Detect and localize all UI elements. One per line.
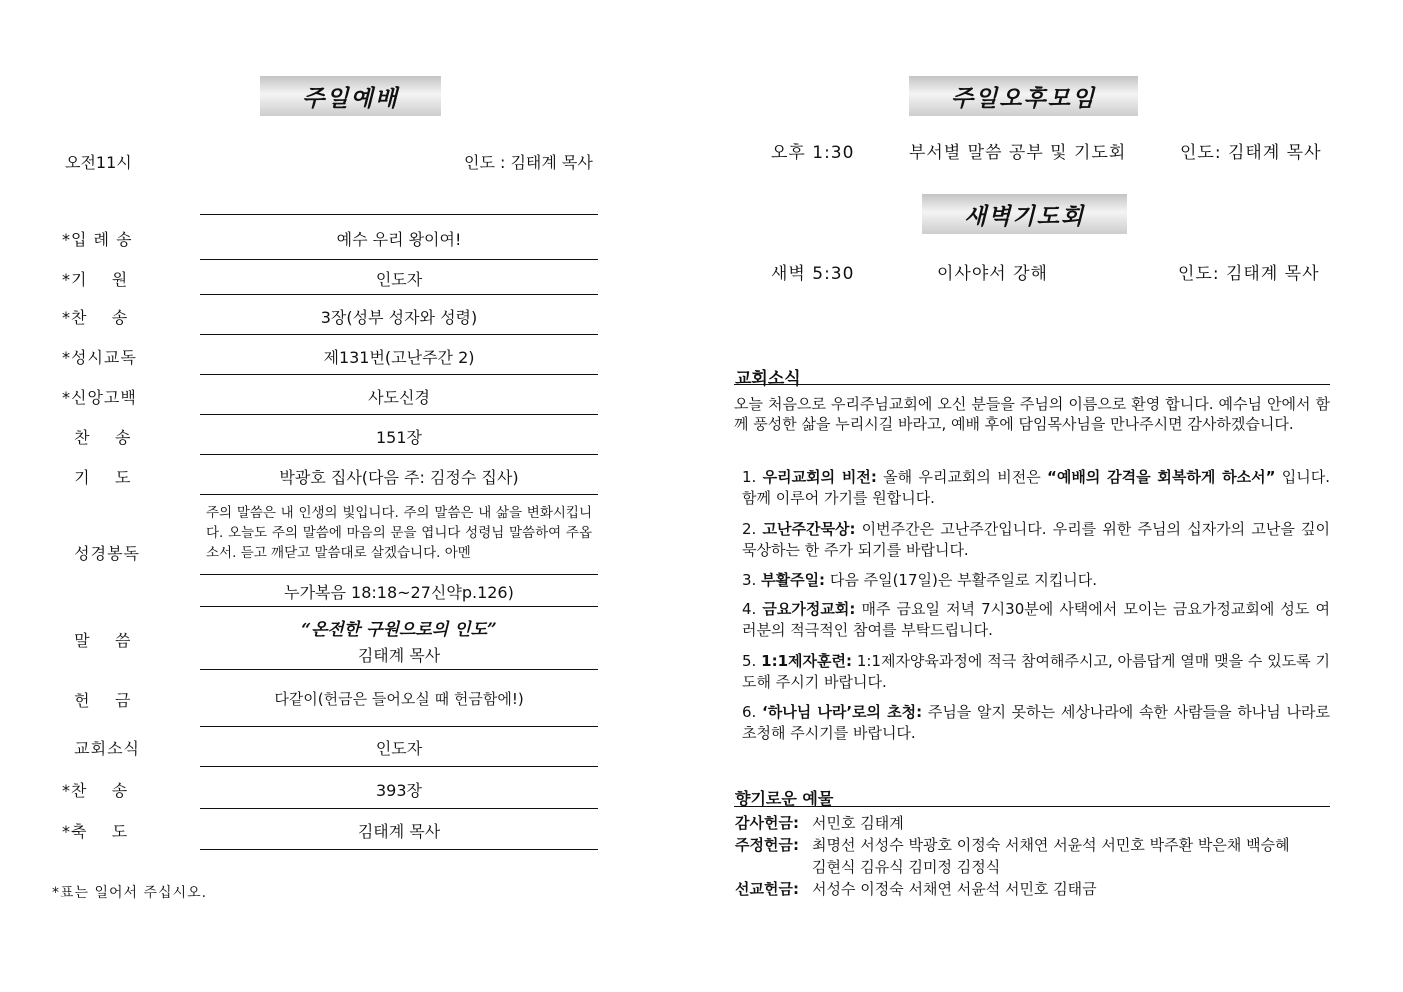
news-item-text: 매주 금요일 저녁 7시30분에 사택에서 모이는 금요가정교회에 성도 여러분의 적극적인 참여를 부탁드립니다. [742, 600, 1330, 639]
order-label: *찬 송 [62, 308, 129, 327]
order-value: 인도자 [375, 270, 423, 289]
scripture-prayer: 주의 말씀은 내 인생의 빛입니다. 주의 말씀은 내 삶을 변화시킵니다. 오늘도 주의 말씀에 마음의 문을 엽니다 성령님 말씀하여 주옵소서. 듣고 깨닫고 말씀대로 살겠습니다. 아멘 [206, 505, 592, 561]
order-label: *성시교독 [62, 348, 137, 367]
news-rule [734, 384, 1330, 385]
worship-title: 주일예배 [302, 84, 399, 112]
table-rule [200, 454, 598, 455]
order-label: *입 례 송 [62, 230, 133, 249]
offering-rule [734, 806, 1330, 807]
news-intro: 오늘 처음으로 우리주님교회에 오신 분들을 주님의 이름으로 환영 합니다. 예수님 안에서 함께 풍성한 삶을 누리시길 바라고, 예배 후에 담임목사님을 만나주시면 감사하겠습니다. [734, 395, 1330, 433]
standing-footnote: *표는 일어서 주십시오. [52, 885, 208, 901]
worship-leader: 인도 : 김태계 목사 [464, 153, 593, 172]
news-item-num: 2. [742, 520, 757, 538]
order-label: 성경봉독 [62, 544, 140, 563]
afternoon-time: 오후 1:30 [771, 143, 855, 163]
offering-label: 감사헌금: [735, 814, 799, 832]
news-item-num: 6. [742, 703, 757, 721]
news-item-head: 고난주간묵상: [762, 520, 856, 538]
order-value: 다같이(헌금은 들어오실 때 헌금함에!) [274, 690, 524, 708]
order-label: *신앙고백 [62, 388, 137, 407]
table-rule [200, 294, 598, 295]
table-rule [200, 808, 598, 809]
news-item-num: 5. [742, 652, 757, 670]
dawn-desc: 이사야서 강해 [937, 264, 1048, 284]
scripture-reference: 누가복음 18:18~27신약p.126) [284, 583, 514, 602]
offering-names: 서민호 김태계 [812, 814, 904, 832]
order-label: 헌 금 [62, 691, 132, 710]
news-item-text: 1:1제자양육과정에 적극 참여해주시고, 아름답게 열매 맺을 수 있도록 기도해 주시기 바랍니다. [742, 652, 1330, 691]
offering-label: 선교헌금: [735, 880, 799, 898]
order-value: 예수 우리 왕이여! [336, 230, 462, 249]
news-item-text: 다음 주일(17일)은 부활주일로 지킵니다. [829, 571, 1098, 589]
afternoon-leader: 인도: 김태계 목사 [1180, 143, 1322, 163]
news-item-num: 1. [742, 468, 757, 486]
order-label: *축 도 [62, 822, 129, 841]
order-value: 151장 [376, 428, 422, 447]
order-value: 393장 [376, 781, 422, 800]
news-item [742, 599, 1330, 641]
sermon-title: “온전한 구원으로의 인도” [301, 620, 497, 640]
offering-names: 최명선 서성수 박광호 이정숙 서채연 서윤석 서민호 박주환 박은채 백승혜 [812, 836, 1290, 854]
order-label: *기 원 [62, 270, 129, 289]
news-item-bold: “예배의 감격을 회복하게 하소서” [1047, 468, 1276, 486]
order-label: 말 씀 [62, 631, 132, 650]
news-item-text: 올해 우리교회의 비전은 [883, 468, 1048, 486]
news-item-text: 이번주간은 고난주간입니다. 우리를 위한 주님의 십자가의 고난을 깊이 묵상하는 한 주가 되기를 바랍니다. [742, 520, 1330, 559]
news-item-num: 3. [742, 571, 757, 589]
table-rule [200, 606, 598, 607]
news-item-head: 금요가정교회: [762, 600, 856, 618]
news-item-text: 주님을 알지 못하는 세상나라에 속한 사람들을 하나님 나라로 초청해 주시기를 바랍니다. [742, 703, 1330, 742]
dawn-title: 새벽기도회 [963, 202, 1086, 230]
dawn-time: 새벽 5:30 [771, 264, 855, 284]
worship-title-banner [260, 76, 441, 116]
offering-names-cont: 김현식 김유식 김미정 김정식 [812, 858, 1001, 876]
offering-heading: 향기로운 예물 [735, 789, 834, 808]
table-rule [200, 574, 598, 575]
news-item-head: ‘하나님 나라’로의 초청: [762, 703, 923, 721]
table-rule [200, 494, 598, 495]
afternoon-title: 주일오후모임 [950, 84, 1097, 112]
dawn-leader: 인도: 김태계 목사 [1178, 264, 1320, 284]
offering-label: 주정헌금: [735, 836, 799, 854]
afternoon-desc: 부서별 말씀 공부 및 기도회 [909, 143, 1127, 163]
news-item-head: 1:1제자훈련: [761, 652, 852, 670]
sermon-preacher: 김태계 목사 [357, 646, 441, 665]
worship-time: 오전11시 [65, 153, 132, 172]
order-label: 찬 송 [62, 428, 132, 447]
news-item-num: 4. [742, 600, 757, 618]
table-rule [200, 414, 598, 415]
afternoon-title-banner [909, 76, 1138, 116]
order-value: 제131번(고난주간 2) [323, 348, 475, 367]
table-rule [200, 849, 598, 850]
table-rule [200, 726, 598, 727]
news-item-head: 부활주일: [761, 571, 826, 589]
order-label: *찬 송 [62, 781, 129, 800]
offering-names: 서성수 이정숙 서채연 서윤석 서민호 김태금 [812, 880, 1097, 898]
order-value: 인도자 [375, 739, 423, 758]
news-item [742, 651, 1330, 693]
dawn-title-banner [922, 194, 1127, 234]
news-item-text2: 입니다. 함께 이루어 가기를 원합니다. [742, 468, 1330, 507]
news-item [742, 702, 1330, 744]
news-heading: 교회소식 [735, 369, 801, 389]
table-rule [200, 214, 598, 215]
table-rule [200, 766, 598, 767]
news-item-head: 우리교회의 비전: [762, 468, 877, 486]
news-item [742, 570, 1330, 591]
order-value: 김태계 목사 [357, 822, 441, 841]
news-item [742, 519, 1330, 561]
table-rule [200, 374, 598, 375]
order-value: 3장(성부 성자와 성령) [320, 308, 478, 327]
order-value: 박광호 집사(다음 주: 김정수 집사) [279, 468, 519, 487]
order-label: 교회소식 [62, 739, 140, 758]
table-rule [200, 259, 598, 260]
table-rule [200, 334, 598, 335]
news-item [742, 467, 1330, 509]
order-label: 기 도 [62, 468, 132, 487]
table-rule [200, 669, 598, 670]
order-value: 사도신경 [368, 388, 430, 407]
